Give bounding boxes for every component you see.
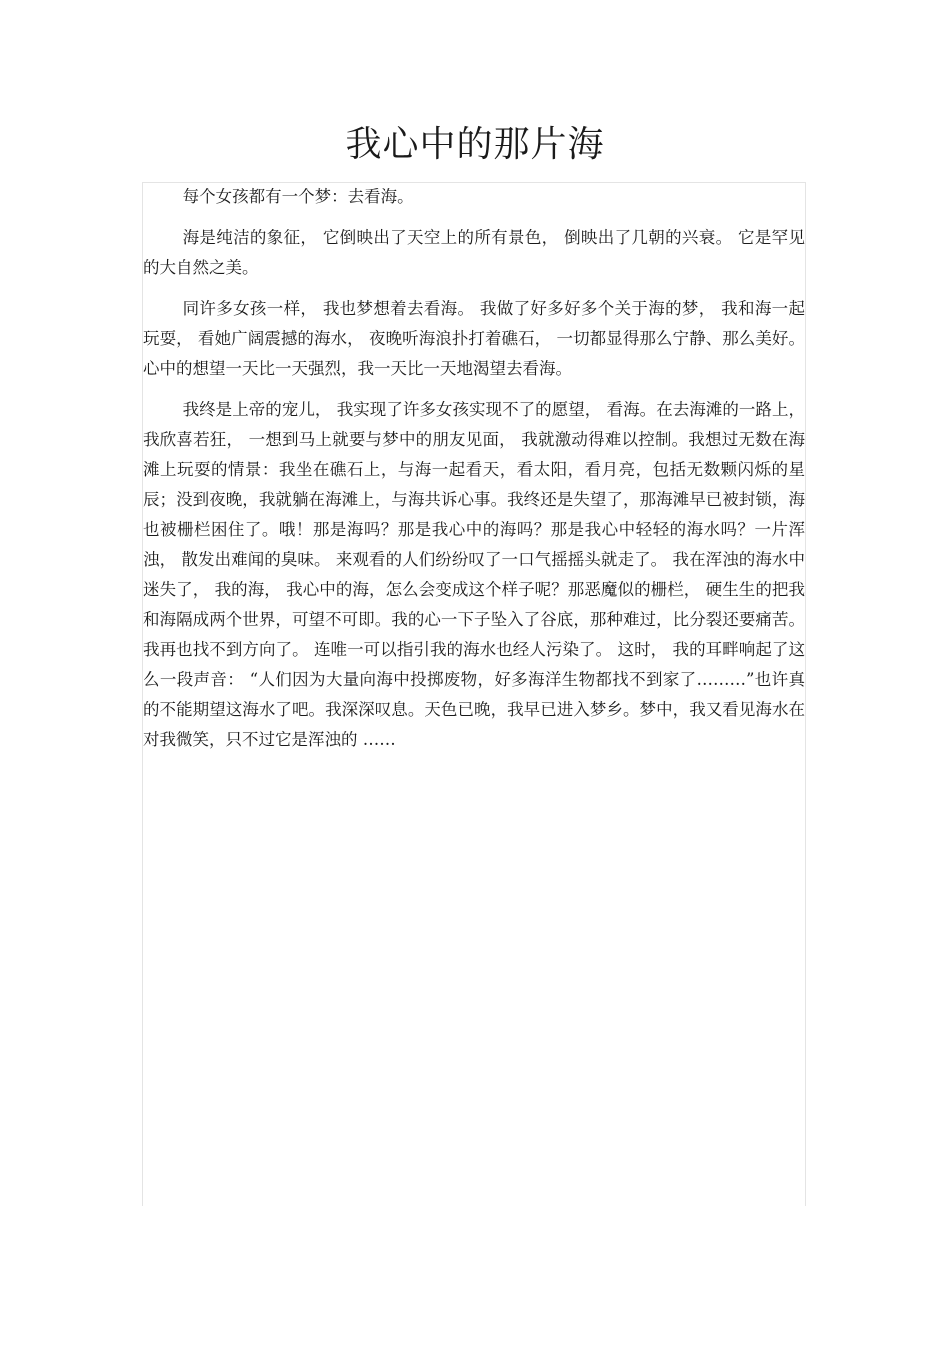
article-body: [143, 182, 805, 766]
page-title: 我心中的那片海: [345, 124, 605, 165]
paragraph-1: 每个女孩都有一个梦：去看海。: [182, 187, 414, 206]
paragraph-2: 海是纯洁的象征， 它倒映出了天空上的所有景色， 倒映出了几朝的兴衰。 它是罕见的大自然之美。: [143, 228, 805, 277]
paragraph-4: 我终是上帝的宠儿， 我实现了许多女孩实现不了的愿望， 看海。在去海滩的一路上，我欣喜若狂， 一想到马上就要与梦中的朋友见面， 我就激动得难以控制。我想过无数在海滩上玩耍的情景：我坐在礁石上，与海一起看天，看太阳，看月亮，包括无数颗闪烁的星辰；没到夜晚，我就躺在海滩上，与海共诉心事。我终还是失望了，那海滩早已被封锁，海也被栅栏困住了。哦！那是海吗？那是我心中的海吗？那是我心中轻轻的海水吗？一片浑浊， 散发出难闻的臭味。 来观看的人们纷纷叹了一口气摇摇头就走了。 我在浑浊的海水中迷失了， 我的海， 我心中的海，怎么会变成这个样子呢？那恶魔似的栅栏， 硬生生的把我和海隔成两个世界，可望不可即。我的心一下子坠入了谷底，那种难过，比分裂还要痛苦。我再也找不到方向了。 连唯一可以指引我的海水也经人污染了。 这时， 我的耳畔响起了这么一段声音： “人们因为大量向海中投掷废物，好多海洋生物都找不到家了………”也许真的不能期望这海水了吧。我深深叹息。天色已晚，我早已进入梦乡。梦中，我又看见海水在对我微笑，只不过它是浑浊的 ……: [143, 400, 805, 749]
paragraph-3: 同许多女孩一样， 我也梦想着去看海。 我做了好多好多个关于海的梦， 我和海一起玩耍， 看她广阔震撼的海水， 夜晚听海浪扑打着礁石， 一切都显得那么宁静、那么美好。心中的想望一天比一天强烈，我一天比一天地渴望去看海。: [143, 299, 805, 378]
